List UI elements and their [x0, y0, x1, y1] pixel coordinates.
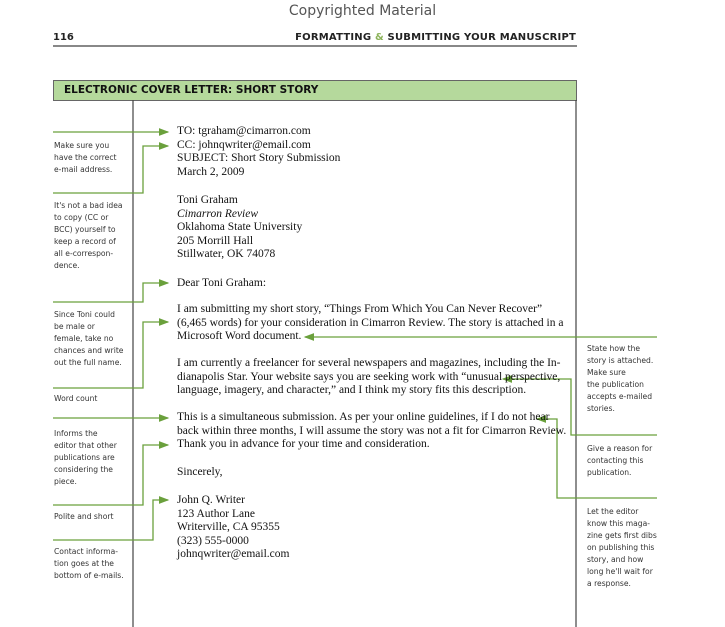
note-line: Informs the	[54, 429, 98, 438]
note-line: story, and how	[587, 555, 644, 564]
text-line: back within three months, I will assume the story was not a fit for Cimarron Review.	[177, 424, 567, 437]
recipient-name: Toni Graham	[177, 194, 238, 206]
note-line: publications are	[54, 453, 115, 462]
left-margin-note	[54, 200, 123, 272]
note-line: on publishing this	[587, 543, 655, 552]
text-line: Thank you in advance for your time and consideration.	[177, 438, 430, 451]
note-line: publication.	[587, 468, 632, 477]
note-line: the publication	[587, 380, 644, 389]
note-line: Polite and short	[54, 512, 114, 521]
note-line: all e-correspon-	[54, 249, 114, 258]
note-line: considering the	[54, 465, 113, 474]
note-line: know this maga-	[587, 519, 651, 528]
note-line: Make sure	[587, 368, 626, 377]
recipient-line: Oklahoma State University	[177, 221, 303, 234]
recipient-publication: Cimarron Review	[177, 207, 259, 220]
note-line: Contact informa-	[54, 547, 118, 556]
note-line: accepts e-mailed	[587, 392, 653, 401]
right-margin-note	[587, 343, 653, 415]
copyright-notice: Copyrighted Material	[288, 3, 437, 19]
note-line: keep a record of	[54, 237, 116, 246]
signature-line: 123 Author Lane	[177, 507, 255, 520]
signature-line: John Q. Writer	[177, 494, 245, 506]
note-line: long he'll wait for	[587, 567, 653, 576]
note-line: a response.	[587, 579, 631, 588]
text-line: dianapolis Star. Your website says you are seeking work with “unusual perspective,	[177, 370, 561, 383]
text-line: language, imagery, and character,” and I think my story fits this description.	[177, 384, 527, 397]
note-line: have the correct	[54, 153, 117, 162]
signature-line: johnqwriter@email.com	[177, 548, 290, 561]
recipient-block	[177, 194, 302, 262]
note-line: Since Toni could	[54, 310, 115, 319]
note-line: contacting this	[587, 456, 644, 465]
closing: Sincerely,	[177, 466, 223, 478]
right-margin-note	[587, 506, 657, 590]
date-line: March 2, 2009	[177, 165, 245, 178]
note-line: be male or	[54, 322, 95, 331]
note-line: State how the	[587, 344, 641, 353]
subject-line: SUBJECT: Short Story Submission	[177, 152, 341, 165]
note-line: Let the editor	[587, 507, 639, 516]
note-line: female, take no	[54, 334, 114, 343]
running-head-amp: &	[374, 32, 384, 43]
note-line: zine gets first dibs	[587, 531, 657, 540]
recipient-line: Stillwater, OK 74078	[177, 248, 276, 261]
note-line: out the full name.	[54, 358, 122, 367]
note-line: dence.	[54, 261, 80, 270]
text-line: (6,465 words) for your consideration in Cimarron Review. The story is attached in a	[177, 316, 564, 329]
left-margin-note	[54, 309, 123, 369]
note-line: Word count	[54, 394, 98, 403]
text-line: I am currently a freelancer for several newspapers and magazines, including the In-	[177, 357, 561, 369]
note-line: It's not a bad idea	[54, 201, 123, 210]
text-line: This is a simultaneous submission. As per your online guidelines, if I do not hear	[177, 411, 550, 423]
right-margin-note	[587, 443, 652, 479]
note-line: chances and write	[54, 346, 124, 355]
signature-block	[177, 494, 289, 562]
paragraph-2	[177, 357, 560, 398]
left-margin-note	[54, 428, 117, 488]
left-margin-note	[54, 140, 117, 176]
to-line: TO: tgraham@cimarron.com	[177, 125, 311, 137]
left-margin-note	[54, 546, 124, 582]
note-line: Give a reason for	[587, 444, 653, 453]
left-margin-note	[54, 393, 97, 405]
note-line: bottom of e-mails.	[54, 571, 124, 580]
signature-line: (323) 555-0000	[177, 534, 249, 547]
note-line: to copy (CC or	[54, 213, 109, 222]
running-head-part2: SUBMITTING YOUR MANUSCRIPT	[387, 32, 576, 43]
note-line: Make sure you	[54, 141, 110, 150]
text-line: Microsoft Word document.	[177, 330, 302, 343]
note-line: stories.	[587, 404, 615, 413]
salutation: Dear Toni Graham:	[177, 277, 267, 289]
text-line: I am submitting my short story, “Things From Which You Can Never Recover”	[177, 303, 543, 315]
note-line: tion goes at the	[54, 559, 114, 568]
note-line: editor that other	[54, 441, 117, 450]
cc-line: CC: johnqwriter@email.com	[177, 138, 311, 151]
paragraph-1	[177, 303, 563, 344]
arrow-to-salutation	[53, 283, 168, 302]
letter-header	[177, 125, 340, 179]
note-line: story is attached.	[587, 356, 654, 365]
recipient-line: 205 Morrill Hall	[177, 234, 254, 247]
signature-line: Writerville, CA 95355	[177, 521, 280, 534]
section-title: ELECTRONIC COVER LETTER: SHORT STORY	[64, 84, 319, 96]
left-margin-note	[54, 511, 113, 523]
note-line: piece.	[54, 477, 77, 486]
paragraph-3	[177, 411, 566, 452]
page-number: 116	[53, 32, 74, 43]
note-line: BCC) yourself to	[54, 225, 116, 234]
note-line: e-mail address.	[54, 165, 113, 174]
running-head-part1: FORMATTING	[295, 32, 372, 43]
